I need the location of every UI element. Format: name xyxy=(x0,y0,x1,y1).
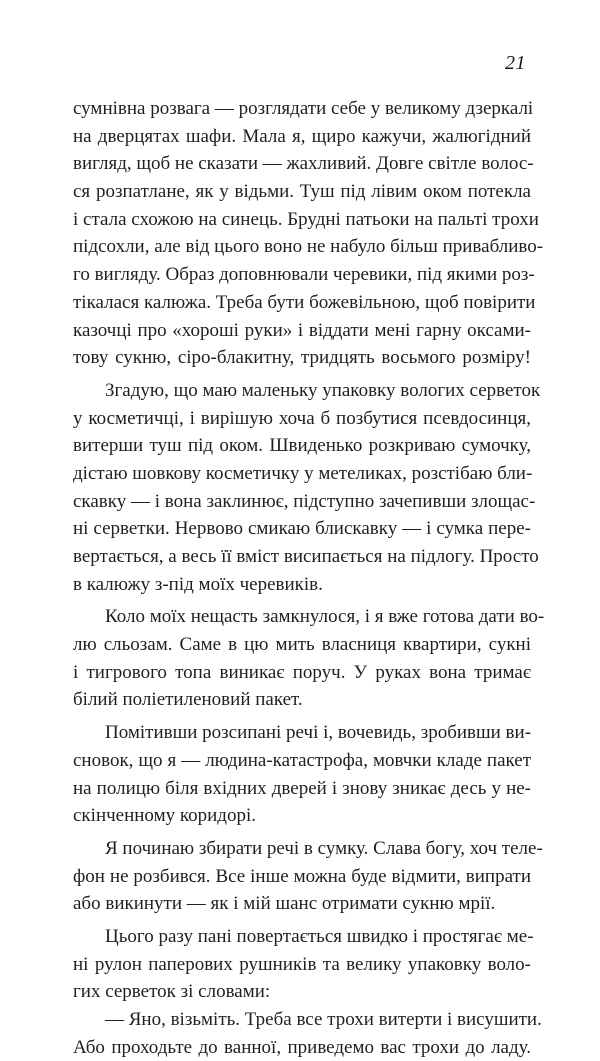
text-line: ся розпатлане, як у відьми. Туш під лівим оком потекла xyxy=(73,181,531,203)
text-line: і стала схожою на синець. Брудні патьоки на пальті трохи xyxy=(73,208,539,230)
text-line: Помітивши розсипані речі і, вочевидь, зробивши ви- xyxy=(105,722,532,744)
text-line: Цього разу пані повертається швидко і простягає ме- xyxy=(105,925,534,947)
text-line: ні рулон паперових рушників та велику упаковку воло- xyxy=(73,953,531,975)
text-line: на дверцятах шафи. Мала я, щиро кажучи, жалюгідний xyxy=(73,125,531,147)
text-line: в калюжу з-під моїх черевиків. xyxy=(73,573,323,595)
text-line: Або проходьте до ванної, приведемо вас трохи до ладу. xyxy=(73,1036,531,1058)
text-line: гих серветок зі словами: xyxy=(73,981,271,1003)
text-line: і тигрового топа виникає поруч. У руках вона тримає xyxy=(73,661,531,683)
text-line: ні серветки. Нервово смикаю блискавку — і сумка пере- xyxy=(73,518,531,540)
text-line: у косметичці, і вирішую хоча б позбутися псевдосинця, xyxy=(73,407,531,429)
text-line: білий поліетиленовий пакет. xyxy=(73,689,303,711)
text-line: — Яно, візьміть. Треба все трохи витерти і висушити. xyxy=(105,1009,542,1030)
text-line: скавку — і вона заклинює, підступно зачепивши злощас- xyxy=(73,490,536,512)
text-line: сновок, що я — людина-катастрофа, мовчки кладе пакет xyxy=(73,749,531,771)
paragraph-5 xyxy=(73,835,543,918)
text-line: вигляд, щоб не сказати — жахливий. Довге світле волос- xyxy=(73,153,534,175)
text-line: го вигляду. Образ доповнювали черевики, під якими роз- xyxy=(73,264,535,286)
text-line: тікалася калюжа. Треба бути божевільною, щоб повірити xyxy=(73,291,536,313)
text-line: Я починаю збирати речі в сумку. Слава богу, хоч теле- xyxy=(105,837,543,859)
text-line: підсохли, але від цього воно не набуло більш привабливо- xyxy=(73,236,544,258)
text-line: або викинути — як і мій шанс отримати сукню мрії. xyxy=(73,893,496,915)
text-line: тову сукню, сіро-блакитну, тридцять восьмого розміру! xyxy=(73,347,531,369)
paragraph-4 xyxy=(73,719,531,830)
text-line: на полицю біля вхідних дверей і знову зникає десь у не- xyxy=(73,777,531,799)
text-line: Згадую, що маю маленьку упаковку вологих серветок xyxy=(105,379,541,401)
page-number: 21 xyxy=(505,52,526,74)
text-line: вертається, а весь її вміст висипається на підлогу. Просто xyxy=(73,546,539,567)
text-line: сумнівна розвага — розглядати себе у великому дзеркалі xyxy=(73,98,534,119)
text-line: Коло моїх нещасть замкнулося, і я вже готова дати во- xyxy=(105,606,545,628)
body-text xyxy=(73,95,545,1061)
text-line: дістаю шовкову косметичку у метеликах, розстібаю бли- xyxy=(73,462,533,484)
text-line: витерши туш під оком. Швиденько розкриваю сумочку, xyxy=(73,435,531,457)
text-line: скінченному коридорі. xyxy=(73,805,256,827)
paragraph-3 xyxy=(73,603,545,714)
paragraph-6 xyxy=(73,923,534,1006)
text-line: казочці про «хороші руки» і віддати мені гарну оксами- xyxy=(73,319,531,341)
paragraph-2 xyxy=(73,377,541,599)
text-line: лю сльозам. Саме в цю мить власниця квартири, сукні xyxy=(73,634,531,656)
paragraph-7 xyxy=(73,1006,542,1061)
paragraph-1 xyxy=(73,95,544,372)
text-line: фон не розбився. Все інше можна буде відмити, випрати xyxy=(73,865,531,887)
